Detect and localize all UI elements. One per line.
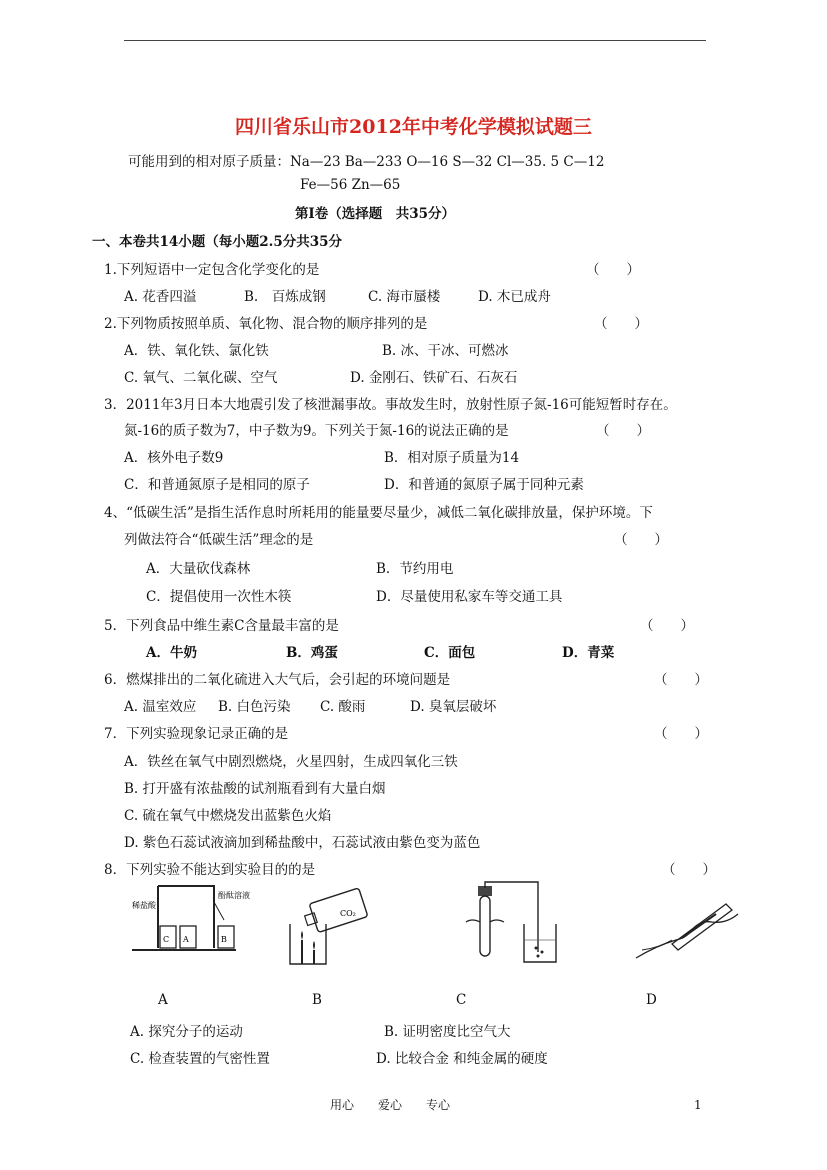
fig-a-cup-c: C <box>163 935 170 944</box>
q2-option-c: C. 氧气、二氧化碳、空气 <box>124 370 278 386</box>
fig-b-co2-label: CO₂ <box>340 909 356 918</box>
part-title: 第Ⅰ卷（选择题 共35分） <box>294 206 456 222</box>
q8-option-a: A. 探究分子的运动 <box>130 1024 243 1040</box>
figure-label-b: B <box>312 992 322 1008</box>
fig-a-acid-label: 稀盐酸 <box>132 901 156 910</box>
page-title: 四川省乐山市2012年中考化学模拟试题三 <box>235 116 592 138</box>
q1-option-c: C. 海市蜃楼 <box>368 289 441 305</box>
q4-option-c: C．提倡使用一次性木筷 <box>146 589 292 605</box>
header-rule <box>124 40 706 41</box>
figure-label-c: C <box>456 992 467 1008</box>
question-3-paren: （ ） <box>596 423 650 439</box>
q5-option-a: A．牛奶 <box>146 645 197 661</box>
fig-a-cup-b: B <box>221 935 227 944</box>
q2-option-d: D. 金刚石、铁矿石、石灰石 <box>350 370 518 386</box>
figure-c-airtightness-check <box>458 882 564 968</box>
q6-option-b: B. 白色污染 <box>218 699 291 715</box>
question-3-stem: 3．2011年3月日本大地震引发了核泄漏事故。事故发生时，放射性原子氮-16可能短暂时存在。 <box>104 397 677 413</box>
question-4-stem: 4、“低碳生活”是指生活作息时所耗用的能量要尽量少，减低二氧化碳排放量，保护环境。下 <box>104 505 653 521</box>
figure-b-co2-candles <box>282 884 382 968</box>
question-6-paren: （ ） <box>654 672 708 688</box>
q6-option-a: A. 温室效应 <box>124 699 197 715</box>
q5-option-b: B．鸡蛋 <box>286 645 338 661</box>
question-6-stem: 6．燃煤排出的二氧化硫进入大气后，会引起的环境问题是 <box>104 672 451 688</box>
q1-option-b: B. 百炼成钢 <box>244 289 326 305</box>
q8-option-c: C. 检查装置的气密性置 <box>130 1051 270 1067</box>
q7-option-b: B. 打开盛有浓盐酸的试剂瓶看到有大量白烟 <box>124 781 386 797</box>
q3-option-c: C．和普通氮原子是相同的原子 <box>124 477 310 493</box>
footer-motto: 用心 爱心 专心 <box>330 1098 451 1112</box>
q5-option-d: D．青菜 <box>562 645 615 661</box>
question-7-paren: （ ） <box>654 726 708 742</box>
q5-option-c: C．面包 <box>424 645 476 661</box>
figure-d-hardness-compare <box>632 888 744 968</box>
figure-label-a: A <box>158 992 168 1008</box>
question-8-stem: 8．下列实验不能达到实验目的的是 <box>104 862 316 878</box>
q4-option-b: B．节约用电 <box>376 561 454 577</box>
q3-option-a: A．核外电子数9 <box>124 450 224 466</box>
q7-option-a: A．铁丝在氧气中剧烈燃烧，火星四射，生成四氧化三铁 <box>124 754 458 770</box>
q8-option-d: D. 比较合金 和纯金属的硬度 <box>376 1051 548 1067</box>
q6-option-c: C. 酸雨 <box>320 699 366 715</box>
q7-option-d: D. 紫色石蕊试液滴加到稀盐酸中，石蕊试液由紫色变为蓝色 <box>124 835 481 851</box>
question-3-stem-2: 氮-16的质子数为7，中子数为9。下列关于氮-16的说法正确的是 <box>124 423 509 439</box>
question-5-stem: 5．下列食品中维生素C含量最丰富的是 <box>104 618 339 634</box>
q1-option-d: D. 木已成舟 <box>478 289 551 305</box>
question-1-paren: （ ） <box>586 262 640 278</box>
page-number: 1 <box>694 1098 702 1112</box>
question-4-stem-2: 列做法符合“低碳生活”理念的是 <box>124 532 314 548</box>
q3-option-d: D．和普通的氮原子属于同种元素 <box>384 477 584 493</box>
q4-option-d: D．尽量使用私家车等交通工具 <box>376 589 563 605</box>
q8-option-b: B. 证明密度比空气大 <box>384 1024 511 1040</box>
question-2-paren: （ ） <box>594 316 648 332</box>
q1-option-a: A. 花香四溢 <box>124 289 197 305</box>
q2-option-b: B. 冰、干冰、可燃冰 <box>382 343 509 359</box>
question-8-paren: （ ） <box>662 862 716 878</box>
fig-a-indicator-label: 酚酞溶液 <box>218 891 250 900</box>
question-7-stem: 7．下列实验现象记录正确的是 <box>104 726 289 742</box>
fig-a-cup-a: A <box>183 935 189 944</box>
q2-option-a: A．铁、氧化铁、氯化铁 <box>124 343 269 359</box>
q7-option-c: C. 硫在氧气中燃烧发出蓝紫色火焰 <box>124 808 332 824</box>
q4-option-a: A．大量砍伐森林 <box>146 561 251 577</box>
question-2-stem: 2.下列物质按照单质、氧化物、混合物的顺序排列的是 <box>104 316 428 332</box>
question-4-paren: （ ） <box>614 532 668 548</box>
section-title: 一、本卷共14小题（每小题2.5分共35分 <box>92 234 343 250</box>
q3-option-b: B．相对原子质量为14 <box>384 450 520 466</box>
atomic-mass-line-2: Fe—56 Zn—65 <box>300 177 401 193</box>
atomic-mass-line-1: 可能用到的相对原子质量：Na—23 Ba—233 O—16 S—32 Cl—35. 5 C—12 <box>128 154 605 170</box>
figure-a-molecule-diffusion <box>128 880 250 960</box>
question-1-stem: 1.下列短语中一定包含化学变化的是 <box>104 262 320 278</box>
question-5-paren: （ ） <box>640 618 694 634</box>
q6-option-d: D. 臭氧层破坏 <box>410 699 497 715</box>
figure-label-d: D <box>646 992 657 1008</box>
